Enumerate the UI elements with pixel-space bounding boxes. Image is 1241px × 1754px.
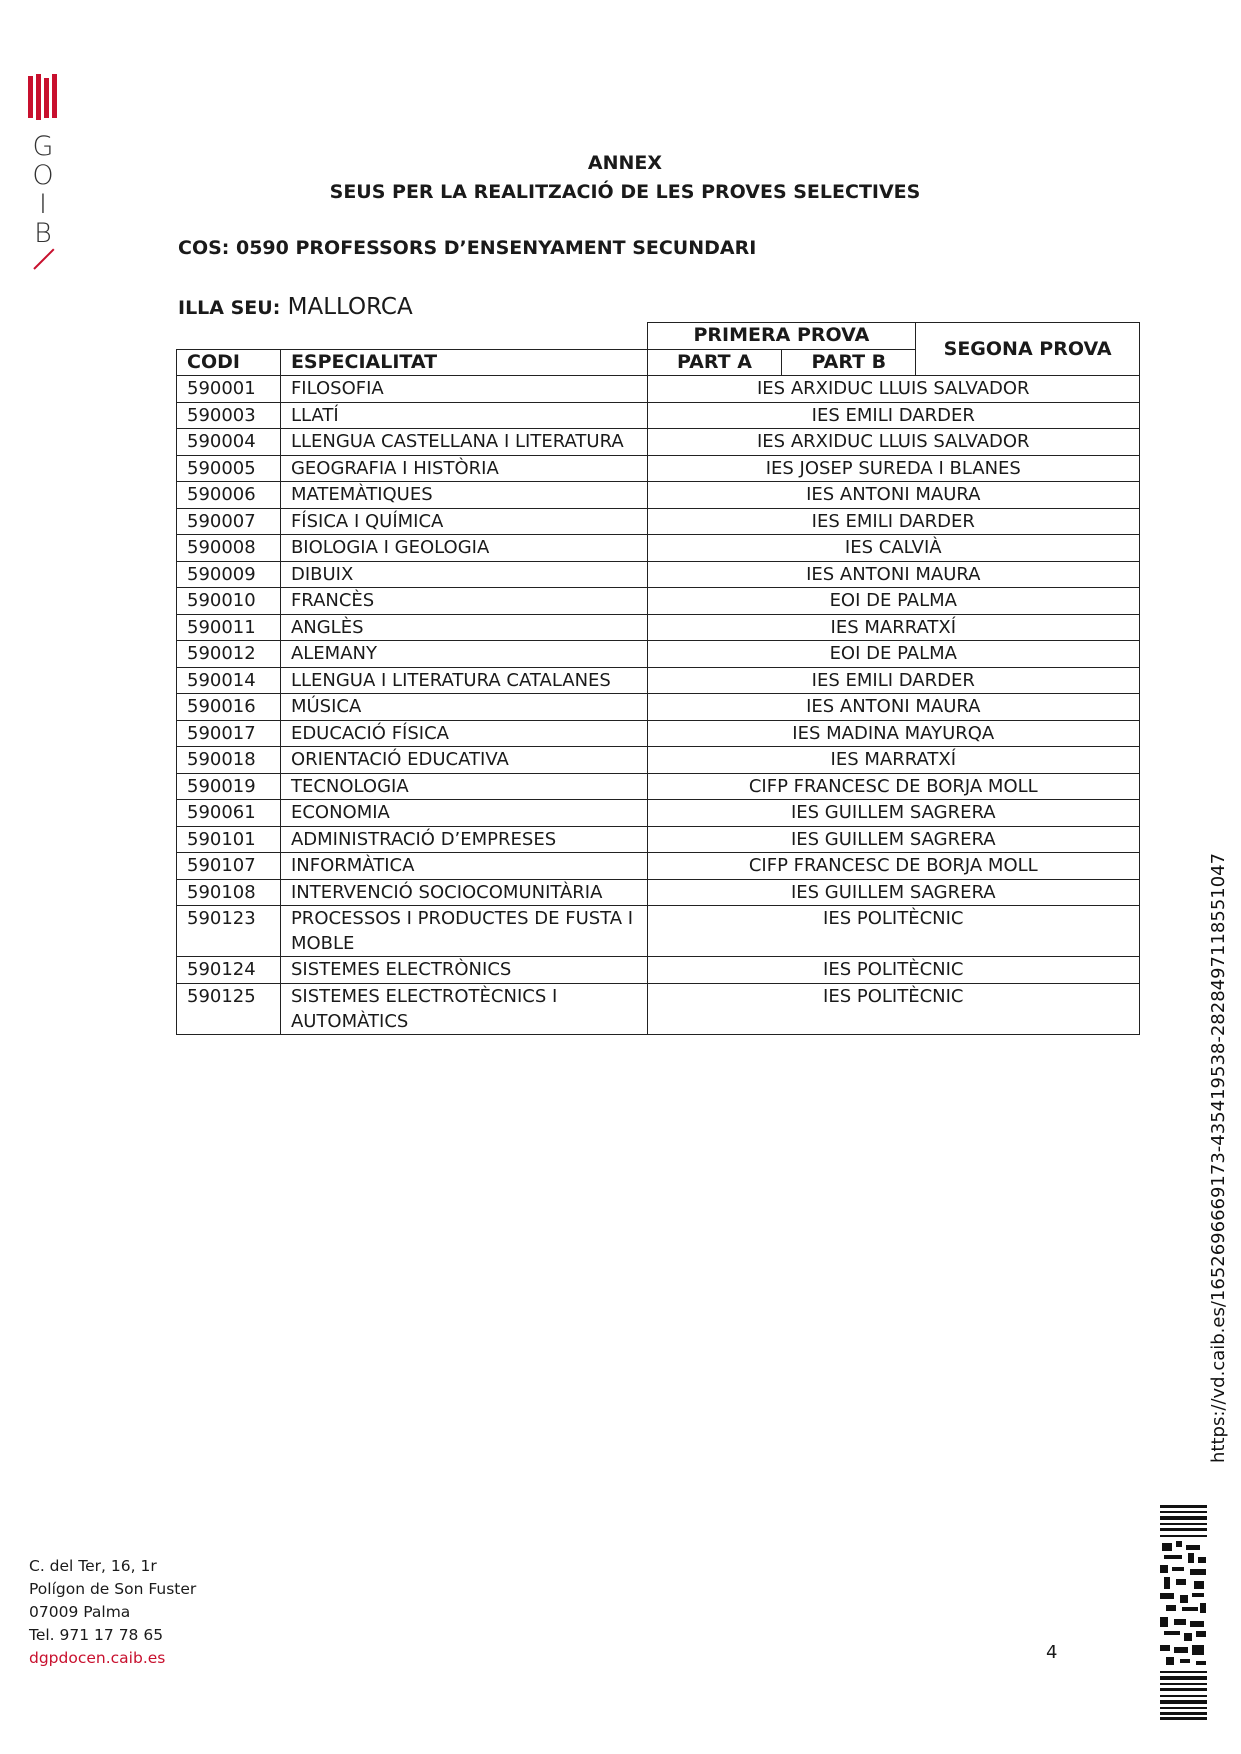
address-line: C. del Ter, 16, 1r xyxy=(29,1557,157,1575)
segona-prova-header: SEGONA PROVA xyxy=(916,323,1140,376)
codi-header: CODI xyxy=(177,349,281,376)
website-link[interactable]: dgpdocen.caib.es xyxy=(29,1649,166,1667)
table-row xyxy=(177,694,1140,721)
verification-url[interactable]: https://vd.caib.es/1652696669173-435419538-2828497118551047 xyxy=(1208,852,1229,1463)
codi-cell: 590107 xyxy=(177,853,281,880)
table-row xyxy=(177,588,1140,615)
seu-cell: IES MARRATXÍ xyxy=(647,614,1139,641)
codi-cell: 590009 xyxy=(177,561,281,588)
seu-cell: IES EMILI DARDER xyxy=(647,667,1139,694)
table-row xyxy=(177,402,1140,429)
codi-cell: 590012 xyxy=(177,641,281,668)
seu-cell: IES ARXIDUC LLUIS SALVADOR xyxy=(647,429,1139,456)
table-row xyxy=(177,720,1140,747)
illa-label: ILLA SEU: xyxy=(178,297,281,319)
seu-cell: IES GUILLEM SAGRERA xyxy=(647,879,1139,906)
seu-cell: CIFP FRANCESC DE BORJA MOLL xyxy=(647,853,1139,880)
especialitat-cell: ADMINISTRACIÓ D’EMPRESES xyxy=(280,826,647,853)
barcode-icon xyxy=(1160,1505,1207,1720)
page-number: 4 xyxy=(1046,1642,1058,1663)
codi-cell: 590007 xyxy=(177,508,281,535)
seu-cell: IES POLITÈCNIC xyxy=(647,906,1139,957)
seu-cell: CIFP FRANCESC DE BORJA MOLL xyxy=(647,773,1139,800)
especialitat-cell: ECONOMIA xyxy=(280,800,647,827)
table-row xyxy=(177,482,1140,509)
cos-heading: COS: 0590 PROFESSORS D’ENSENYAMENT SECUNDARI xyxy=(178,237,757,259)
logo-slash-icon xyxy=(33,248,54,269)
illa-value: MALLORCA xyxy=(287,294,413,320)
table-row xyxy=(177,429,1140,456)
especialitat-cell: ANGLÈS xyxy=(280,614,647,641)
table-row xyxy=(177,983,1140,1034)
especialitat-cell: LLATÍ xyxy=(280,402,647,429)
part-b-header: PART B xyxy=(782,349,916,376)
seu-cell: IES MADINA MAYURQA xyxy=(647,720,1139,747)
seu-cell: IES MARRATXÍ xyxy=(647,747,1139,774)
codi-cell: 590005 xyxy=(177,455,281,482)
table-row xyxy=(177,535,1140,562)
table-body xyxy=(177,376,1140,1035)
table-row xyxy=(177,853,1140,880)
especialitat-cell: FÍSICA I QUÍMICA xyxy=(280,508,647,535)
especialitat-cell: INTERVENCIÓ SOCIOCOMUNITÀRIA xyxy=(280,879,647,906)
codi-cell: 590008 xyxy=(177,535,281,562)
especialitat-cell: TECNOLOGIA xyxy=(280,773,647,800)
table-row xyxy=(177,667,1140,694)
seu-cell: EOI DE PALMA xyxy=(647,641,1139,668)
especialitat-cell: ALEMANY xyxy=(280,641,647,668)
especialitat-cell: MATEMÀTIQUES xyxy=(280,482,647,509)
seu-cell: IES ANTONI MAURA xyxy=(647,694,1139,721)
phone: Tel. 971 17 78 65 xyxy=(29,1626,164,1644)
header-blank xyxy=(177,323,648,350)
especialitat-cell: BIOLOGIA I GEOLOGIA xyxy=(280,535,647,562)
table-row xyxy=(177,826,1140,853)
especialitat-cell: MÚSICA xyxy=(280,694,647,721)
seu-cell: EOI DE PALMA xyxy=(647,588,1139,615)
logo-letters: G O I B xyxy=(32,131,54,249)
codi-cell: 590011 xyxy=(177,614,281,641)
seu-cell: IES ANTONI MAURA xyxy=(647,561,1139,588)
especialitat-cell: EDUCACIÓ FÍSICA xyxy=(280,720,647,747)
codi-cell: 590016 xyxy=(177,694,281,721)
illa-seu xyxy=(178,294,413,320)
codi-cell: 590019 xyxy=(177,773,281,800)
table-row xyxy=(177,800,1140,827)
seu-cell: IES GUILLEM SAGRERA xyxy=(647,826,1139,853)
codi-cell: 590006 xyxy=(177,482,281,509)
table-row xyxy=(177,561,1140,588)
seu-cell: IES JOSEP SUREDA I BLANES xyxy=(647,455,1139,482)
table-row xyxy=(177,879,1140,906)
especialitat-cell: SISTEMES ELECTROTÈCNICS I AUTOMÀTICS xyxy=(280,983,647,1034)
especialitat-cell: INFORMÀTICA xyxy=(280,853,647,880)
codi-cell: 590001 xyxy=(177,376,281,403)
table-row xyxy=(177,773,1140,800)
especialitat-cell: SISTEMES ELECTRÒNICS xyxy=(280,957,647,984)
especialitat-cell: LLENGUA CASTELLANA I LITERATURA xyxy=(280,429,647,456)
seu-cell: IES ANTONI MAURA xyxy=(647,482,1139,509)
codi-cell: 590101 xyxy=(177,826,281,853)
seu-cell: IES GUILLEM SAGRERA xyxy=(647,800,1139,827)
especialitat-cell: DIBUIX xyxy=(280,561,647,588)
seu-cell: IES ARXIDUC LLUIS SALVADOR xyxy=(647,376,1139,403)
seu-cell: IES POLITÈCNIC xyxy=(647,983,1139,1034)
seu-cell: IES EMILI DARDER xyxy=(647,402,1139,429)
codi-cell: 590017 xyxy=(177,720,281,747)
table-row xyxy=(177,906,1140,957)
table-row xyxy=(177,376,1140,403)
annex-title: ANNEX xyxy=(587,152,663,174)
logo-bars-icon xyxy=(28,74,68,120)
especialitat-cell: GEOGRAFIA I HISTÒRIA xyxy=(280,455,647,482)
codi-cell: 590125 xyxy=(177,983,281,1034)
footer-address xyxy=(29,1555,196,1670)
seus-table xyxy=(176,322,1140,1035)
table-row xyxy=(177,957,1140,984)
codi-cell: 590018 xyxy=(177,747,281,774)
address-line: Polígon de Son Fuster xyxy=(29,1580,197,1598)
codi-cell: 590004 xyxy=(177,429,281,456)
document-subtitle: SEUS PER LA REALITZACIÓ DE LES PROVES SELECTIVES xyxy=(329,181,921,203)
seu-cell: IES CALVIÀ xyxy=(647,535,1139,562)
part-a-header: PART A xyxy=(647,349,782,376)
table-row xyxy=(177,508,1140,535)
codi-cell: 590014 xyxy=(177,667,281,694)
especialitat-header: ESPECIALITAT xyxy=(280,349,647,376)
codi-cell: 590123 xyxy=(177,906,281,957)
table-row xyxy=(177,747,1140,774)
seu-cell: IES POLITÈCNIC xyxy=(647,957,1139,984)
especialitat-cell: LLENGUA I LITERATURA CATALANES xyxy=(280,667,647,694)
table-row xyxy=(177,455,1140,482)
codi-cell: 590108 xyxy=(177,879,281,906)
codi-cell: 590124 xyxy=(177,957,281,984)
codi-cell: 590003 xyxy=(177,402,281,429)
table-row xyxy=(177,614,1140,641)
especialitat-cell: PROCESSOS I PRODUCTES DE FUSTA I MOBLE xyxy=(280,906,647,957)
seu-cell: IES EMILI DARDER xyxy=(647,508,1139,535)
primera-prova-header: PRIMERA PROVA xyxy=(647,323,916,350)
especialitat-cell: FRANCÈS xyxy=(280,588,647,615)
codi-cell: 590010 xyxy=(177,588,281,615)
table-row xyxy=(177,641,1140,668)
codi-cell: 590061 xyxy=(177,800,281,827)
especialitat-cell: FILOSOFIA xyxy=(280,376,647,403)
especialitat-cell: ORIENTACIÓ EDUCATIVA xyxy=(280,747,647,774)
address-line: 07009 Palma xyxy=(29,1603,131,1621)
